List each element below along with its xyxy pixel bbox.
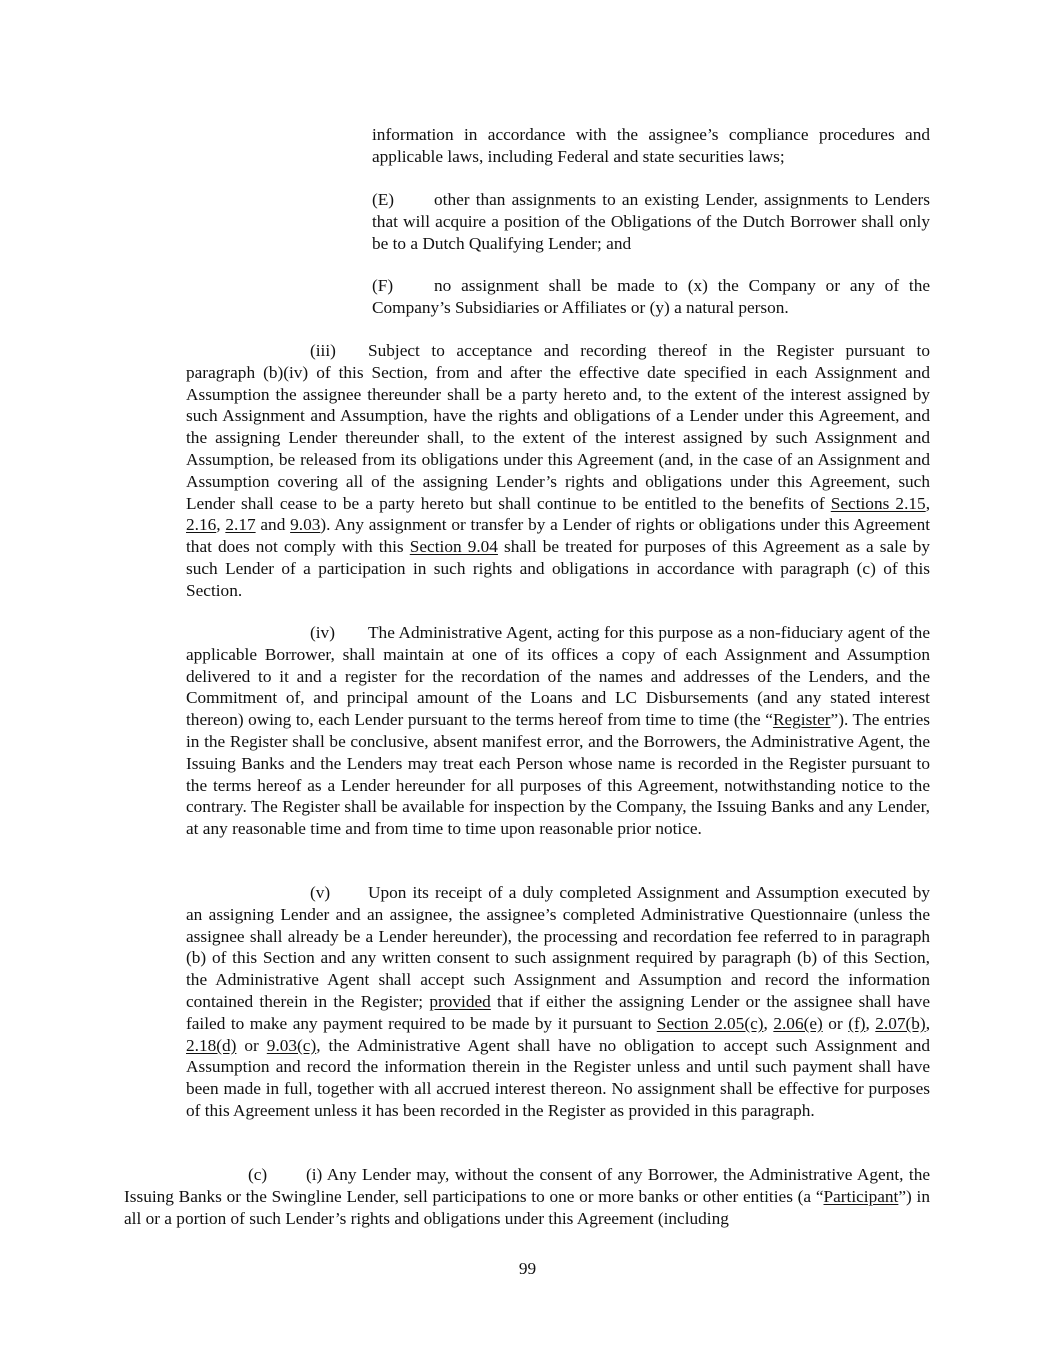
- paragraph-e-text: other than assignments to an existing Lender, assignments to Lenders that will acquire a position of the Obligations of the Dutch Borrower shall only be to a Dutch Qualifying Lender; and: [372, 190, 930, 253]
- section-reference: 2.17: [225, 515, 256, 535]
- section-reference: 9.03: [290, 515, 321, 535]
- separator: ,: [925, 493, 931, 513]
- paragraph-c-label: (c): [248, 1165, 268, 1184]
- paragraph-c-text-2: ”) in all or a portion of such Lender’s rights and obligations under this Agreement (including: [124, 1186, 930, 1228]
- separator: or: [236, 1035, 267, 1055]
- paragraph-iii-text-3: shall be treated for purposes of this Agreement as a sale by such Lender of a participation in such rights and obligations in accordance with paragraph (c) of this Section.: [186, 537, 930, 600]
- page-number: 99: [518, 1259, 537, 1278]
- section-reference: 2.18(d): [186, 1035, 237, 1055]
- paragraph-f-text: no assignment shall be made to (x) the Company or any of the Company’s Subsidiaries or Affiliates or (y) a natural person.: [372, 276, 930, 317]
- paragraph-v-text-2: that if either the assigning Lender or the assignee shall have failed to make any payment required to be made by it pursuant to: [186, 991, 930, 1033]
- paragraph-c: [124, 1164, 930, 1229]
- paragraph-f-label: (F): [372, 276, 394, 295]
- paragraph-iii-text-1: Subject to acceptance and recording thereof in the Register pursuant to paragraph (b)(iv) of this Section, from and after the effective date specified in each Assignment and Assumption the assignee thereunder shall be a party hereto and, to the extent of the interest assigned by such Assignment and Assumption, have the rights and obligations of a Lender under this Agreement, and the assigning Lender thereunder shall, to the extent of the interest assigned by such Assignment and Assumption, be released from its obligations under this Agreement (and, in the case of an Assignment and Assumption covering all of the assigning Lender’s rights and obligations under this Agreement, such Lender shall cease to be a party hereto but shall continue to be entitled to the benefits of: [186, 341, 930, 513]
- paragraph-iii-text-2: ). Any assignment or transfer by a Lender of rights or obligations under this Agreement that does not comply with this: [186, 515, 931, 557]
- separator: ,: [216, 515, 226, 535]
- section-reference: Sections 2.15: [830, 493, 926, 513]
- paragraph-iv-label: (iv): [310, 623, 335, 642]
- paragraph-f: [372, 275, 930, 319]
- paragraph-iv: [186, 622, 930, 840]
- paragraph-v-text-3: , the Administrative Agent shall have no obligation to accept such Assignment and Assumption and record the information therein in the Register unless and until such payment shall have been made in full, together with all accrued interest thereon. No assignment shall be effective for purposes of this Agreement unless it has been recorded in the Register as provided in this paragraph.: [186, 1035, 930, 1120]
- paragraph-iii-label: (iii): [310, 341, 336, 360]
- separator: ,: [865, 1013, 876, 1033]
- paragraph-v: [186, 882, 930, 1122]
- paragraph-v-label: (v): [310, 883, 331, 902]
- paragraph-iv-text-2: ”). The entries in the Register shall be conclusive, absent manifest error, and the Borrowers, the Administrative Agent, the Issuing Banks and the Lenders may treat each Person whose name is recorded in the Register pursuant to the terms hereof as a Lender hereunder for all purposes of this Agreement, notwithstanding notice to the contrary. The Register shall be available for inspection by the Company, the Issuing Banks and any Lender, at any reasonable time and from time to time upon reasonable prior notice.: [186, 710, 930, 839]
- paragraph-iii: [186, 340, 930, 602]
- section-reference: 2.07(b): [875, 1013, 926, 1033]
- paragraph-iv-text-1: The Administrative Agent, acting for this purpose as a non-fiduciary agent of the applicable Borrower, shall maintain at one of its offices a copy of each Assignment and Assumption delivered to it and a register for the recordation of the names and addresses of the Lenders, and the Commitment of, and principal amount of the Loans and LC Disbursements (and any stated interest thereon) owing to, each Lender pursuant to the terms hereof from time to time (the “: [186, 623, 930, 730]
- separator: and: [255, 515, 291, 535]
- section-reference: 2.16: [186, 515, 217, 535]
- paragraph-v-text-1: Upon its receipt of a duly completed Assignment and Assumption executed by an assigning Lender and an assignee, the assignee’s completed Administrative Questionnaire (unless the assignee shall already be a Lender hereunder), the processing and recordation fee referred to in paragraph (b) of this Section and any written consent to such assignment required by paragraph (b) of this Section, the Administrative Agent shall accept such Assignment and Assumption and record the information contained therein in the Register;: [186, 883, 930, 1011]
- paragraph-e-label: (E): [372, 190, 395, 209]
- continuation-text: information in accordance with the assignee’s compliance procedures and applicable laws, including Federal and state securities laws;: [372, 125, 930, 166]
- continuation-paragraph: [372, 124, 930, 168]
- section-reference: Section 2.05(c): [656, 1013, 764, 1033]
- proviso-term: provided: [429, 991, 491, 1011]
- section-reference: 2.06(e): [773, 1013, 823, 1033]
- defined-term-participant: Participant: [823, 1186, 899, 1206]
- defined-term-register: Register: [772, 710, 831, 730]
- separator: or: [822, 1013, 849, 1033]
- section-reference: 9.03(c): [266, 1035, 317, 1055]
- section-reference: (f): [848, 1013, 866, 1033]
- separator: ,: [925, 1013, 931, 1033]
- section-reference: Section 9.04: [409, 537, 498, 557]
- paragraph-e: [372, 189, 930, 254]
- separator: ,: [763, 1013, 774, 1033]
- paragraph-c-text-1: (i) Any Lender may, without the consent of any Borrower, the Administrative Agent, the Issuing Banks or the Swingline Lender, sell participations to one or more banks or other entities (a “: [124, 1165, 930, 1206]
